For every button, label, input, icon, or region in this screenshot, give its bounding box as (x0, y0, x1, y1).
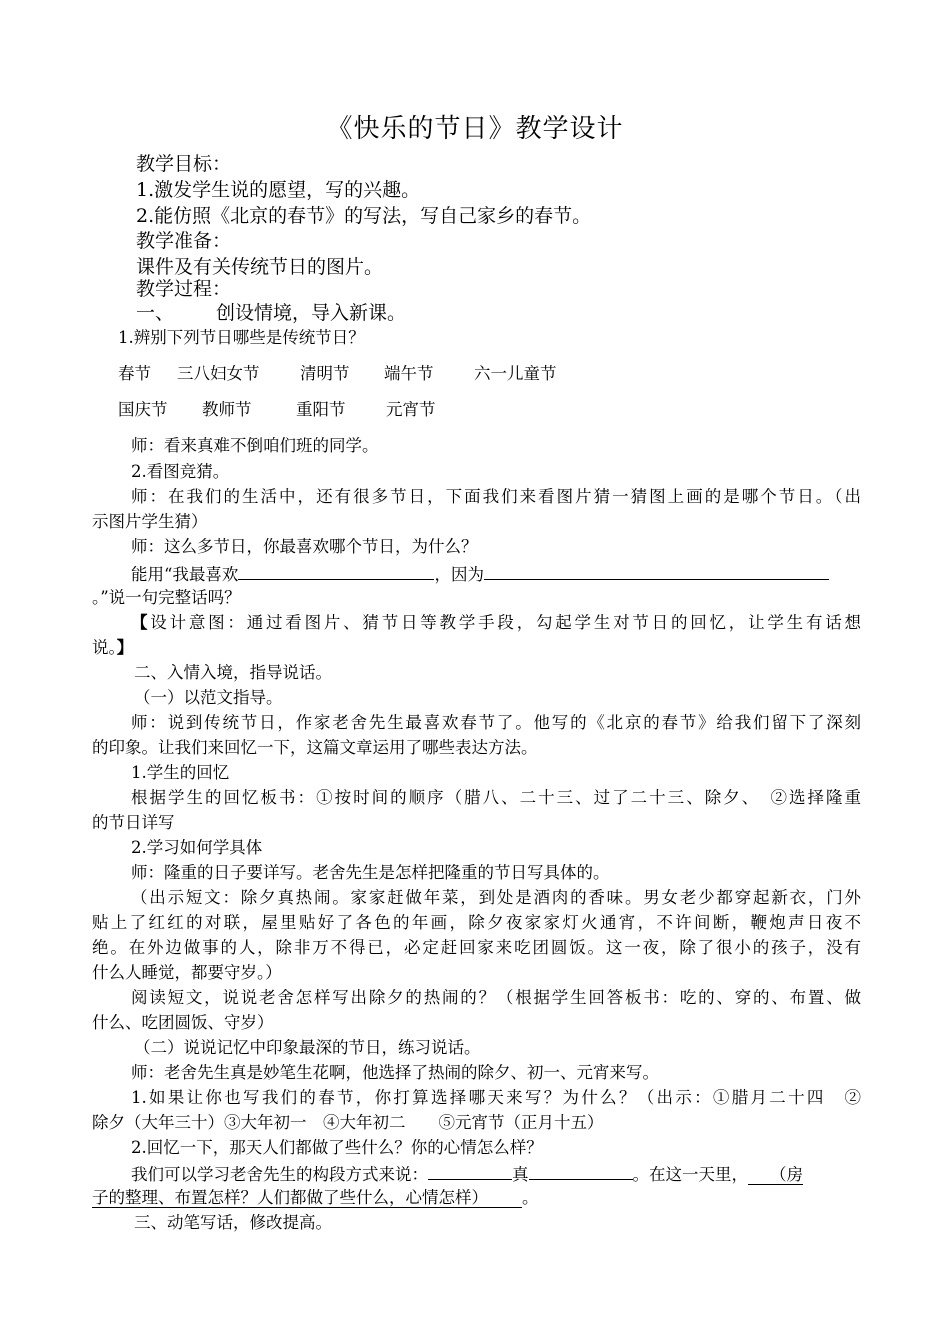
board-line-a: 根据学生的回忆板书：①按时间的顺序（腊八、二十三、过了二十三、除夕、 ②选择隆重 (131, 788, 861, 807)
goal-1: 1.激发学生说的愿望，写的兴趣。 (136, 179, 421, 201)
structure-prefix: 我们可以学习老舍先生的构段方式来说： (131, 1165, 428, 1184)
section-2-title: 二、入情入境，指导说话。 (134, 663, 332, 682)
festival-item: 国庆节 (118, 400, 168, 419)
excerpt-line-a: （出示短文：除夕真热闹。家家赶做年菜，到处是酒肉的香味。男女老少都穿起新衣，门外 (131, 888, 861, 907)
question-2: 2.看图竞猜。 (131, 462, 230, 481)
design-intent-text: 设计意图：通过看图片、猜节日等教学手段，勾起学生对节日的回忆，让学生有话想 (150, 613, 862, 632)
excerpt-line-c: 绝。在外边做事的人，除非万不得已，必定赶回家来吃团圆饭。这一夜，除了很小的孩子，没有 (92, 938, 861, 957)
subsection-2-title: （二）说说记忆中印象最深的节日，练习说话。 (134, 1038, 481, 1057)
festival-item: 春节 (118, 364, 151, 383)
board-line-b: 的节日详写 (92, 813, 175, 832)
excerpt-line-b: 贴上了红红的对联，屋里贴好了各色的年画，除夕夜家家灯火通宵，不许间断，鞭炮声日夜不 (92, 913, 861, 932)
structure-underlined-start: （房 (748, 1165, 803, 1185)
design-intent-a (131, 611, 861, 635)
blank-line (428, 1161, 512, 1180)
question-3b: 除夕（大年三十）③大年初一 ④大年初二 ⑤元宵节（正月十五） (92, 1113, 604, 1132)
festival-item: 教师节 (202, 400, 252, 419)
teacher-line-1: 师：看来真难不倒咱们班的同学。 (131, 436, 379, 455)
question-4: 2.回忆一下，那天人们都做了些什么？你的心情怎么样？ (131, 1138, 543, 1157)
festival-item: 端午节 (384, 364, 434, 383)
teacher-line-3: 师：这么多节日，你最喜欢哪个节日，为什么？ (131, 537, 478, 556)
bracket-close: 】 (116, 638, 134, 657)
fill-prefix: 能用“我最喜欢 (131, 565, 239, 584)
teacher-line-6: 师：老舍先生真是妙笔生花啊，他选择了热闹的除夕、初一、元宵来写。 (131, 1063, 659, 1082)
step-1: 1.学生的回忆 (131, 763, 230, 782)
process-heading: 教学过程： (136, 278, 232, 300)
reading-line-b: 什么、吃团圆饭、守岁） (92, 1013, 274, 1032)
teacher-line-2b: 示图片学生猜） (92, 512, 208, 531)
blank-line (238, 561, 434, 580)
reading-line-a: 阅读短文，说说老舍怎样写出除夕的热闹的？（根据学生回答板书：吃的、穿的、布置、做 (131, 988, 861, 1007)
structure-zhen: 真 (512, 1165, 529, 1184)
blank-line (484, 561, 829, 580)
excerpt-line-d: 什么人睡觉，都要守岁。） (92, 963, 282, 982)
structure-day: 。在这一天里， (632, 1165, 748, 1184)
section-1-title: 创设情境，导入新课。 (216, 302, 407, 324)
section-3-title: 三、动笔写话，修改提高。 (134, 1213, 332, 1232)
prep-text: 课件及有关传统节日的图片。 (136, 256, 384, 278)
fill-suffix: 。”说一句完整话吗？ (92, 588, 241, 607)
blank-line (529, 1161, 633, 1180)
fill-middle: ，因为 (434, 565, 484, 584)
festival-item: 六一儿童节 (474, 364, 557, 383)
design-intent-end: 说。 (92, 638, 117, 657)
section-1-number: 一、 (136, 302, 175, 324)
structure-end: 。 (522, 1188, 539, 1207)
prep-heading: 教学准备： (136, 230, 232, 252)
structure-line-b (92, 1186, 539, 1210)
question-3a: 1.如果让你也写我们的春节，你打算选择哪天来写？为什么？（出示：①腊月二十四 ② (131, 1088, 861, 1107)
festival-item: 元宵节 (386, 400, 436, 419)
goals-heading: 教学目标： (136, 153, 232, 175)
teacher-line-2a: 师：在我们的生活中，还有很多节日，下面我们来看图片猜一猜图上画的是哪个节日。（出 (131, 487, 861, 506)
fill-in-sentence (131, 561, 829, 587)
document-title: 《快乐的节日》教学设计 (326, 114, 624, 144)
bracket-open: 【 (131, 613, 151, 632)
teacher-line-4a: 师：说到传统节日，作家老舍先生最喜欢春节了。他写的《北京的春节》给我们留下了深刻 (131, 713, 861, 732)
design-intent-b (92, 636, 133, 660)
festival-item: 重阳节 (296, 400, 346, 419)
teacher-line-4b: 的印象。让我们来回忆一下，这篇文章运用了哪些表达方法。 (92, 738, 538, 757)
festival-item: 清明节 (300, 364, 350, 383)
teacher-line-5: 师：隆重的日子要详写。老舍先生是怎样把隆重的节日写具体的。 (131, 863, 610, 882)
step-2: 2.学习如何学具体 (131, 838, 263, 857)
structure-underlined-prompt: 子的整理、布置怎样？人们都做了些什么，心情怎样） (92, 1188, 522, 1208)
subsection-1-title: （一）以范文指导。 (134, 688, 283, 707)
goal-2: 2.能仿照《北京的春节》的写法，写自己家乡的春节。 (136, 205, 592, 227)
festival-item: 三八妇女节 (177, 364, 260, 383)
question-1: 1.辨别下列节日哪些是传统节日？ (118, 328, 365, 347)
structure-line-a (131, 1161, 803, 1187)
